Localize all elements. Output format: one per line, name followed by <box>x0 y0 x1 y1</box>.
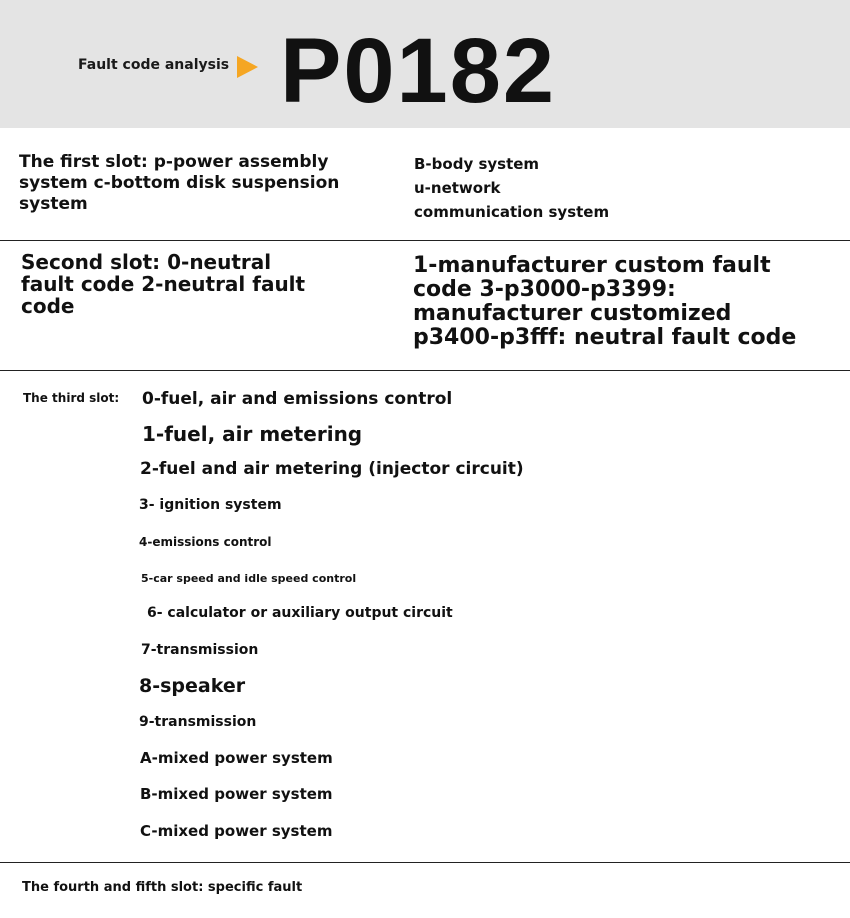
fourth-fifth-slot-description: The fourth and fifth slot: specific fault <box>22 880 303 895</box>
third-slot-item-c: C-mixed power system <box>140 822 333 840</box>
third-slot-item-3: 3- ignition system <box>139 497 282 513</box>
first-slot-item-communication: communication system <box>414 203 610 221</box>
first-slot-item-network: u-network <box>414 179 501 197</box>
section-divider <box>0 370 850 371</box>
third-slot-item-a: A-mixed power system <box>140 749 333 767</box>
third-slot-item-5: 5-car speed and idle speed control <box>141 572 357 585</box>
third-slot-item-0: 0-fuel, air and emissions control <box>142 389 453 409</box>
second-slot-manufacturer-description: 1-manufacturer custom fault code 3-p3000-p3399: manufacturer customized p3400-p3fff: neutral fault code <box>413 253 797 350</box>
third-slot-item-9: 9-transmission <box>139 714 257 730</box>
header-banner <box>0 0 850 128</box>
first-slot-right-list <box>414 152 634 224</box>
first-slot-description: The first slot: p-power assembly system c-bottom disk suspension system <box>19 152 340 214</box>
fault-code-title: P0182 <box>280 20 557 122</box>
third-slot-item-6: 6- calculator or auxiliary output circuit <box>147 605 453 621</box>
third-slot-item-8: 8-speaker <box>139 675 246 697</box>
third-slot-item-b: B-mixed power system <box>140 785 333 803</box>
second-slot-description: Second slot: 0-neutral fault code 2-neutral fault code <box>21 250 306 318</box>
third-slot-item-1: 1-fuel, air metering <box>142 422 363 446</box>
first-slot-item-body: B-body system <box>414 155 540 173</box>
third-slot-item-2: 2-fuel and air metering (injector circuit) <box>140 459 524 479</box>
arrow-right-icon <box>237 56 258 78</box>
fault-analysis-label: Fault code analysis <box>78 57 230 73</box>
section-divider <box>0 862 850 863</box>
section-divider <box>0 240 850 241</box>
third-slot-item-7: 7-transmission <box>141 642 259 658</box>
third-slot-label: The third slot: <box>23 391 120 405</box>
third-slot-item-4: 4-emissions control <box>139 535 272 549</box>
